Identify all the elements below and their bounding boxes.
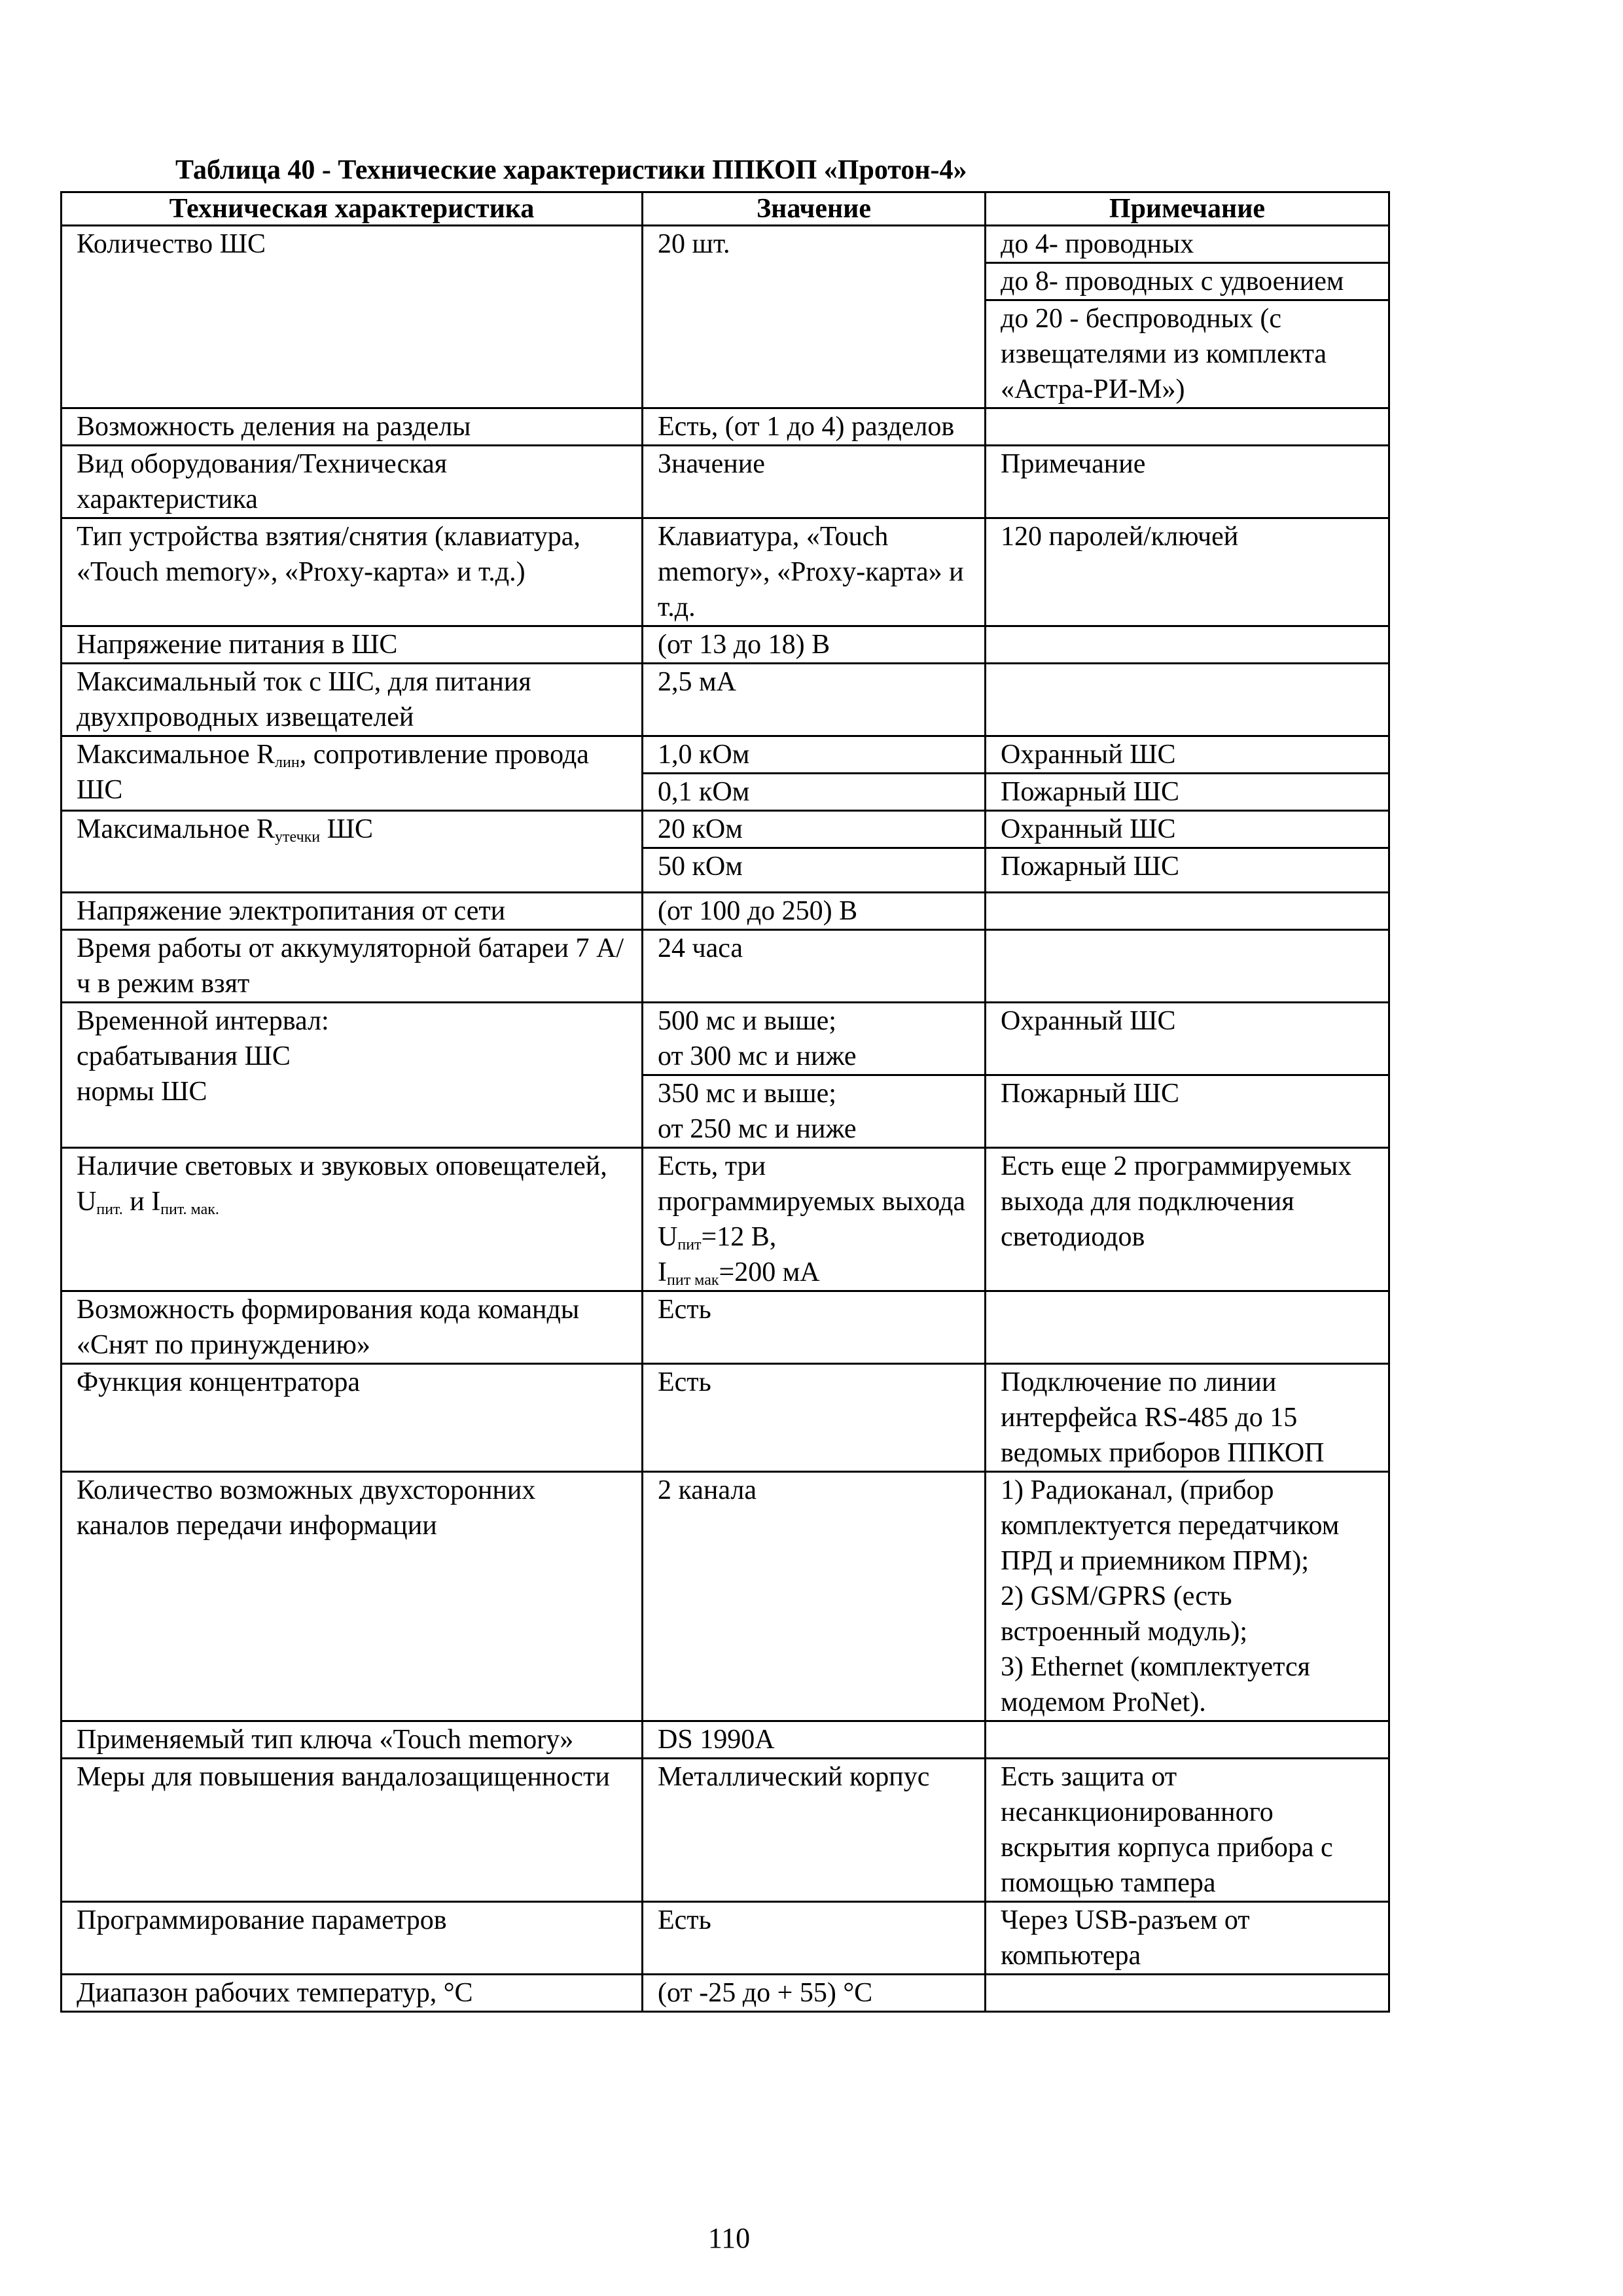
header-note: Примечание	[986, 192, 1389, 226]
row-name: Напряжение электропитания от сети	[62, 893, 643, 930]
note-line: до 8- проводных с удвоением	[986, 262, 1388, 299]
row-name: Меры для повышения вандалозащищенности	[62, 1759, 643, 1902]
row-note: 1) Радиоканал, (прибор комплектуется передатчиком ПРД и приемником ПРМ); 2) GSM/GPRS (есть встроенный модуль); 3) Ethernet (комплектуется модемом ProNet).	[986, 1472, 1389, 1721]
row-name	[62, 736, 643, 811]
row-name: Время работы от аккумуляторной батареи 7 А/ч в режим взят	[62, 930, 643, 1003]
table-row	[62, 446, 1389, 518]
row-name: Диапазон рабочих температур, °С	[62, 1975, 643, 2012]
table-row	[62, 408, 1389, 446]
row-note	[986, 930, 1389, 1003]
row-value	[643, 1148, 986, 1291]
page-number: 110	[707, 2222, 751, 2254]
row-note: Примечание	[986, 446, 1389, 518]
row-value: 20 шт.	[643, 226, 986, 408]
row-name: Количество ШС	[62, 226, 643, 408]
row-value: DS 1990A	[643, 1721, 986, 1759]
table-row	[62, 1003, 1389, 1075]
row-name: Применяемый тип ключа «Touch memory»	[62, 1721, 643, 1759]
row-value: Клавиатура, «Touch memory», «Proxy-карта» и т.д.	[643, 518, 986, 626]
row-value: Есть, (от 1 до 4) разделов	[643, 408, 986, 446]
name-text: и I	[122, 1187, 161, 1217]
row-note	[986, 1291, 1389, 1364]
name-subscript: пит.	[96, 1201, 123, 1218]
name-subscript: пит. мак.	[160, 1201, 219, 1218]
name-text: , сопротивление провода ШС	[77, 740, 589, 805]
row-value: 350 мс и выше; от 250 мс и ниже	[643, 1075, 986, 1148]
value-text: =200 мА	[719, 1257, 820, 1287]
header-value: Значение	[643, 192, 986, 226]
value-subscript: пит	[677, 1236, 702, 1253]
row-value: (от -25 до + 55) °С	[643, 1975, 986, 2012]
spec-table	[60, 191, 1390, 2013]
row-name: Возможность формирования кода команды «Снят по принуждению»	[62, 1291, 643, 1364]
table-row	[62, 626, 1389, 664]
row-name: Программирование параметров	[62, 1902, 643, 1975]
row-note: Охранный ШС	[986, 1003, 1389, 1075]
row-value: 2 канала	[643, 1472, 986, 1721]
row-note	[986, 1975, 1389, 2012]
row-note: Через USB-разъем от компьютера	[986, 1902, 1389, 1975]
row-value: 2,5 мА	[643, 664, 986, 736]
value-text: Есть, три программируемых выхода U	[658, 1151, 966, 1252]
table-row	[62, 1364, 1389, 1472]
row-value: Металлический корпус	[643, 1759, 986, 1902]
row-name: Вид оборудования/Техническая характеристика	[62, 446, 643, 518]
row-note: Есть еще 2 программируемых выхода для подключения светодиодов	[986, 1148, 1389, 1291]
row-name: Напряжение питания в ШС	[62, 626, 643, 664]
name-text: Максимальное R	[77, 740, 276, 770]
row-value: 0,1 кОм	[643, 774, 986, 811]
table-row	[62, 664, 1389, 736]
row-value: (от 13 до 18) В	[643, 626, 986, 664]
name-subscript: лин	[275, 754, 300, 771]
row-note: Пожарный ШС	[986, 774, 1389, 811]
row-name	[62, 811, 643, 893]
row-value: 1,0 кОм	[643, 736, 986, 774]
note-line: до 4- проводных	[1001, 229, 1194, 259]
row-note	[986, 664, 1389, 736]
table-row	[62, 893, 1389, 930]
header-characteristic: Техническая характеристика	[62, 192, 643, 226]
row-note: Охранный ШС	[986, 736, 1389, 774]
row-note: Подключение по линии интерфейса RS-485 до 15 ведомых приборов ППКОП	[986, 1364, 1389, 1472]
row-name: Тип устройства взятия/снятия (клавиатура, «Touch memory», «Proxy-карта» и т.д.)	[62, 518, 643, 626]
row-note: Есть защита от несанкционированного вскрытия корпуса прибора с помощью тампера	[986, 1759, 1389, 1902]
table-row	[62, 1291, 1389, 1364]
row-value: Значение	[643, 446, 986, 518]
row-name: Функция концентратора	[62, 1364, 643, 1472]
table-row	[62, 1721, 1389, 1759]
row-value: 20 кОм	[643, 811, 986, 848]
row-note: Пожарный ШС	[986, 848, 1389, 893]
value-subscript: пит мак	[667, 1272, 719, 1289]
name-subscript: утечки	[275, 829, 321, 846]
table-row	[62, 226, 1389, 408]
note-line: до 20 - беспроводных (с извещателями из комплекта «Астра-РИ-М»)	[986, 299, 1388, 407]
row-value: 500 мс и выше; от 300 мс и ниже	[643, 1003, 986, 1075]
name-text: Наличие световых и звуковых оповещателей, U	[77, 1151, 607, 1217]
row-note: Охранный ШС	[986, 811, 1389, 848]
row-name: Количество возможных двухсторонних каналов передачи информации	[62, 1472, 643, 1721]
table-row	[62, 1148, 1389, 1291]
table-row	[62, 930, 1389, 1003]
name-text: ШС	[320, 814, 374, 844]
row-value: (от 100 до 250) В	[643, 893, 986, 930]
table-row	[62, 811, 1389, 848]
table-caption: Таблица 40 - Технические характеристики ППКОП «Протон-4»	[175, 155, 967, 185]
table-row	[62, 1472, 1389, 1721]
row-name: Максимальный ток с ШС, для питания двухпроводных извещателей	[62, 664, 643, 736]
row-value: Есть	[643, 1364, 986, 1472]
row-note	[986, 893, 1389, 930]
table-row	[62, 736, 1389, 774]
row-name: Временной интервал: срабатывания ШС нормы ШС	[62, 1003, 643, 1148]
row-note	[986, 626, 1389, 664]
row-note	[986, 226, 1389, 408]
row-value: Есть	[643, 1902, 986, 1975]
table-row	[62, 518, 1389, 626]
table-row	[62, 1759, 1389, 1902]
table-header-row	[62, 192, 1389, 226]
row-name	[62, 1148, 643, 1291]
row-note	[986, 408, 1389, 446]
table-row	[62, 1902, 1389, 1975]
row-name: Возможность деления на разделы	[62, 408, 643, 446]
row-value: Есть	[643, 1291, 986, 1364]
table-row	[62, 1975, 1389, 2012]
row-note: 120 паролей/ключей	[986, 518, 1389, 626]
row-value: 24 часа	[643, 930, 986, 1003]
row-value: 50 кОм	[643, 848, 986, 893]
value-text: =12 В, I	[658, 1222, 777, 1287]
row-note	[986, 1721, 1389, 1759]
row-note: Пожарный ШС	[986, 1075, 1389, 1148]
name-text: Максимальное R	[77, 814, 276, 844]
